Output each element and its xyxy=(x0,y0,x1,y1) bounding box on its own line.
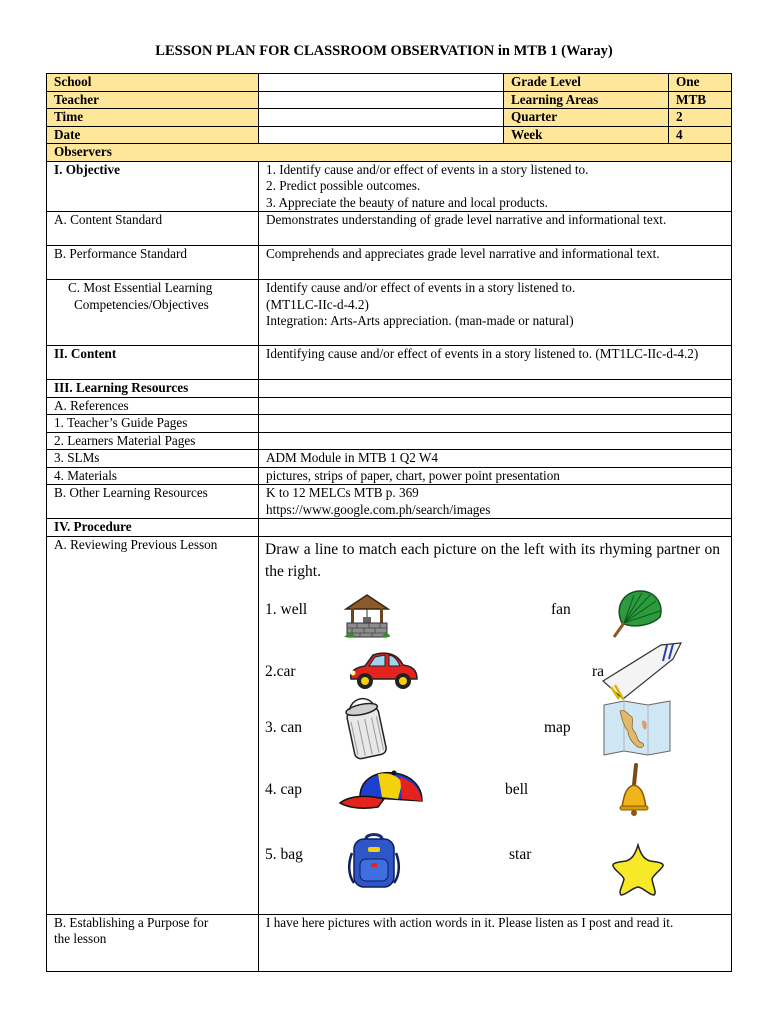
learning-resources-label: III. Learning Resources xyxy=(47,380,259,398)
objective-line-2: 2. Predict possible outcomes. xyxy=(266,178,421,193)
objective-value xyxy=(259,161,732,212)
other-resources-line-2: https://www.google.com.ph/search/images xyxy=(266,501,491,517)
right-word-2: ra xyxy=(592,663,605,680)
melc-label-line-1: C. Most Essential Learning xyxy=(68,280,213,295)
performance-standard-label: B. Performance Standard xyxy=(47,246,259,280)
document-title: LESSON PLAN FOR CLASSROOM OBSERVATION in MTB 1 (Waray) xyxy=(155,43,613,59)
cap-icon xyxy=(338,769,426,813)
map-icon xyxy=(602,699,672,757)
well-icon xyxy=(342,593,392,639)
right-word-1: fan xyxy=(551,601,571,618)
date-row xyxy=(47,126,732,144)
fan-icon xyxy=(612,589,664,639)
slms-row xyxy=(47,450,732,468)
observers-row xyxy=(47,144,732,162)
left-word-1: 1. well xyxy=(265,601,308,618)
melc-line-2: (MT1LC-IIc-d-4.2) xyxy=(266,296,369,312)
other-resources-label: B. Other Learning Resources xyxy=(47,485,259,519)
left-word-3: 3. can xyxy=(265,719,303,736)
date-label: Date xyxy=(47,126,259,144)
purpose-row xyxy=(47,914,732,971)
objective-line-3: 3. Appreciate the beauty of nature and local products. xyxy=(266,194,548,210)
bag-icon xyxy=(346,833,402,889)
grade-level-value: One xyxy=(669,74,732,92)
performance-standard-value: Comprehends and appreciates grade level narrative and informational text. xyxy=(259,246,732,280)
objective-row xyxy=(47,161,732,212)
materials-row xyxy=(47,467,732,485)
melc-label xyxy=(47,280,259,346)
procedure-row xyxy=(47,519,732,537)
performance-standard-row xyxy=(47,246,732,280)
purpose-value: I have here pictures with action words in it. Please listen as I post and read it. xyxy=(259,914,732,971)
objective-line-1: 1. Identify cause and/or effect of events in a story listened to. xyxy=(266,161,589,177)
melc-row xyxy=(47,280,732,346)
left-word-4: 4. cap xyxy=(265,781,303,798)
teachers-guide-row xyxy=(47,415,732,433)
quarter-value: 2 xyxy=(669,109,732,127)
learners-material-row xyxy=(47,432,732,450)
time-row xyxy=(47,109,732,127)
school-row xyxy=(47,74,732,92)
week-value: 4 xyxy=(669,126,732,144)
right-word-3: map xyxy=(544,719,571,736)
can-icon xyxy=(340,697,392,763)
slms-value: ADM Module in MTB 1 Q2 W4 xyxy=(259,450,732,468)
school-value xyxy=(259,74,504,92)
week-label: Week xyxy=(504,126,669,144)
teacher-label: Teacher xyxy=(47,91,259,109)
bell-icon xyxy=(618,763,650,817)
left-word-2: 2.car xyxy=(265,663,296,680)
melc-label-line-2: Competencies/Objectives xyxy=(74,296,209,312)
materials-value: pictures, strips of paper, chart, power point presentation xyxy=(259,467,732,485)
learning-areas-label: Learning Areas xyxy=(504,91,669,109)
date-value xyxy=(259,126,504,144)
matching-activity xyxy=(258,537,730,917)
rag-icon xyxy=(601,641,683,701)
other-resources-row xyxy=(47,485,732,519)
content-standard-value: Demonstrates understanding of grade level narrative and informational text. xyxy=(259,212,732,246)
purpose-label xyxy=(47,914,259,971)
time-label: Time xyxy=(47,109,259,127)
grade-level-label: Grade Level xyxy=(504,74,669,92)
quarter-label: Quarter xyxy=(504,109,669,127)
teacher-row xyxy=(47,91,732,109)
purpose-label-line-1: B. Establishing a Purpose for xyxy=(54,914,209,930)
reviewing-label: A. Reviewing Previous Lesson xyxy=(47,536,259,914)
learning-resources-row xyxy=(47,380,732,398)
references-label: A. References xyxy=(47,397,259,415)
time-value xyxy=(259,109,504,127)
learning-areas-value: MTB xyxy=(669,91,732,109)
references-row xyxy=(47,397,732,415)
content-row xyxy=(47,346,732,380)
melc-line-1: Identify cause and/or effect of events in a story listened to. xyxy=(266,280,576,295)
school-label: School xyxy=(47,74,259,92)
right-word-5: star xyxy=(509,846,532,863)
content-standard-row xyxy=(47,212,732,246)
slms-label: 3. SLMs xyxy=(47,450,259,468)
activity-instruction: Draw a line to match each picture on the left with its rhyming partner on the right. xyxy=(265,541,720,580)
right-word-4: bell xyxy=(505,781,529,798)
teacher-value xyxy=(259,91,504,109)
other-resources-line-1: K to 12 MELCs MTB p. 369 xyxy=(266,485,419,500)
procedure-label: IV. Procedure xyxy=(47,519,259,537)
learners-material-label: 2. Learners Material Pages xyxy=(47,432,259,450)
melc-line-3: Integration: Arts-Arts appreciation. (man-made or natural) xyxy=(266,313,574,328)
content-value: Identifying cause and/or effect of events in a story listened to. (MT1LC-IIc-d-4.2) xyxy=(259,346,732,380)
content-label: II. Content xyxy=(47,346,259,380)
observers-label: Observers xyxy=(47,144,732,162)
purpose-label-line-2: the lesson xyxy=(54,931,107,946)
content-standard-label: A. Content Standard xyxy=(47,212,259,246)
teachers-guide-label: 1. Teacher’s Guide Pages xyxy=(47,415,259,433)
objective-label: I. Objective xyxy=(47,161,259,212)
car-icon xyxy=(345,649,421,693)
other-resources-value xyxy=(259,485,732,519)
left-word-5: 5. bag xyxy=(265,846,303,863)
star-icon xyxy=(610,843,666,897)
melc-value xyxy=(259,280,732,346)
materials-label: 4. Materials xyxy=(47,467,259,485)
